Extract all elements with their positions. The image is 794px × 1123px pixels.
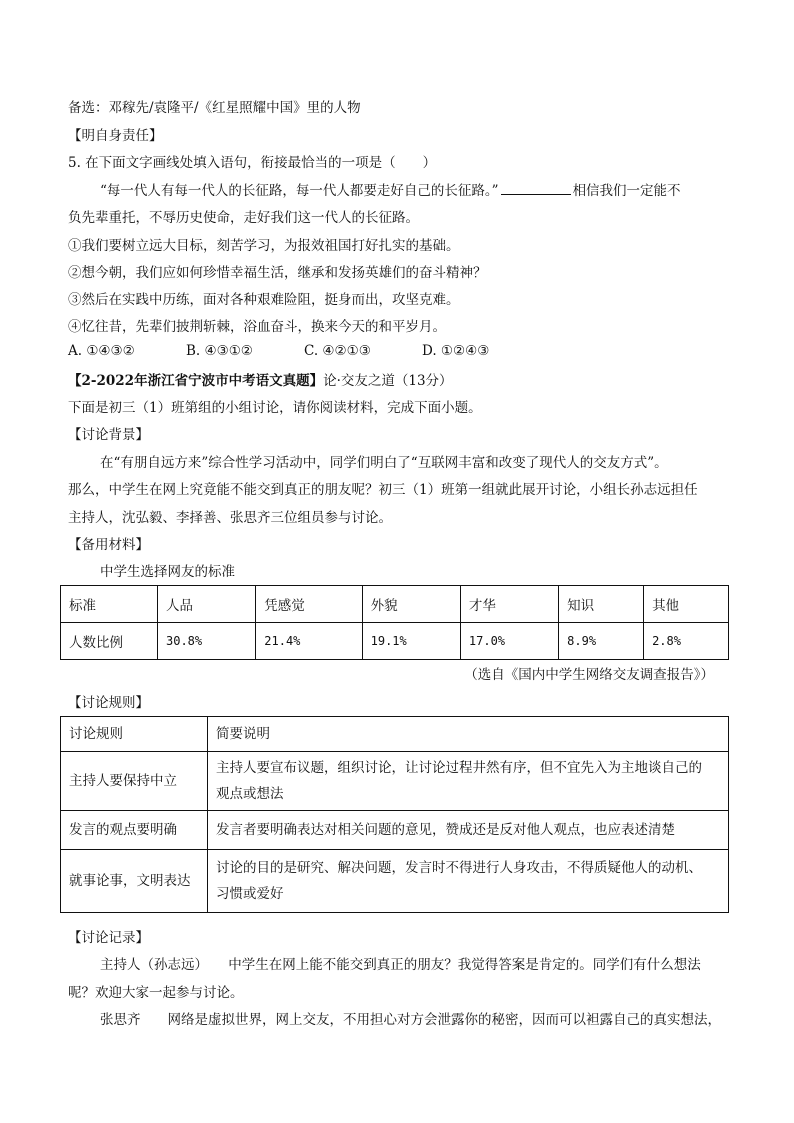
- table-cell: 人品: [158, 586, 256, 623]
- record-host-line-1: 主持人（孙志远） 中学生在网上能不能交到真正的朋友？我觉得答案是肯定的。同学们有什么想法: [100, 957, 701, 973]
- option-b: B. ④③①②: [186, 343, 253, 359]
- description-line: 观点或想法: [216, 786, 284, 802]
- question-6-topic: 论·交友之道（13分）: [323, 373, 453, 389]
- section-heading-responsibility: 【明自身责任】: [68, 128, 163, 144]
- quote-text-after: 相信我们一定能不: [572, 183, 681, 199]
- rule-name: 就事论事，文明表达: [61, 850, 208, 913]
- rule-description: [208, 752, 729, 811]
- standards-table: [60, 585, 729, 660]
- table-cell: 其他: [644, 586, 729, 623]
- exam-source-label: 【2-2022年浙江省宁波市中考语文真题】: [68, 373, 324, 389]
- section-heading-rules: 【讨论规则】: [68, 695, 149, 711]
- description-line: 简要说明: [216, 726, 270, 742]
- table-row: [61, 811, 729, 850]
- table-cell: 凭感觉: [256, 586, 362, 623]
- table-cell: 外貌: [362, 586, 460, 623]
- description-line: 主持人要宣布议题，组织讨论，让讨论过程井然有序，但不宜先入为主地谈自己的: [216, 760, 702, 776]
- record-zhang-line-1: 张思齐 网络是虚拟世界，网上交友，不用担心对方会泄露你的秘密，因而可以袒露自己的真实想法，: [100, 1012, 721, 1028]
- sentence-3: ③然后在实践中历练，面对各种艰难险阻，挺身而出，攻坚克难。: [68, 292, 460, 308]
- description-line: 讨论的目的是研究、解决问题，发言时不得进行人身攻击，不得质疑他人的动机、: [216, 860, 702, 876]
- table-row: [61, 850, 729, 913]
- rule-description: [208, 717, 729, 752]
- sentence-4: ④忆往昔，先辈们披荆斩棘，浴血奋斗，换来今天的和平岁月。: [68, 319, 446, 335]
- table-caption: 中学生选择网友的标准: [100, 564, 235, 580]
- table-cell: 30.8%: [158, 623, 256, 660]
- option-d: D. ①②④③: [422, 343, 490, 359]
- rule-name: 主持人要保持中立: [61, 752, 208, 811]
- table-cell: 标准: [61, 586, 158, 623]
- rule-name: 讨论规则: [61, 717, 208, 752]
- background-paragraph-line-1: 在“有朋自远方来”综合性学习活动中，同学们明白了“互联网丰富和改变了现代人的交友方式”。: [100, 455, 668, 471]
- sentence-2: ②想今朝，我们应如何珍惜幸福生活，继承和发扬英雄们的奋斗精神？: [68, 265, 487, 281]
- option-c: C. ④②①③: [304, 343, 371, 359]
- table-cell: 知识: [559, 586, 644, 623]
- table-cell: 19.1%: [362, 623, 460, 660]
- fill-blank: [501, 182, 571, 195]
- background-paragraph-line-2: 那么，中学生在网上究竟能不能交到真正的朋友呢？初三（1）班第一组就此展开讨论，小组长孙志远担任: [68, 482, 698, 498]
- question-5-quote: [100, 179, 681, 199]
- description-line: 发言者要明确表达对相关问题的意见，赞成还是反对他人观点，也应表述清楚: [216, 822, 675, 838]
- table-cell: 8.9%: [559, 623, 644, 660]
- background-paragraph-line-3: 主持人，沈弘毅、李择善、张思齐三位组员参与讨论。: [68, 510, 392, 526]
- table-row: [61, 623, 729, 660]
- option-a: A. ①④③②: [68, 343, 135, 359]
- sentence-1: ①我们要树立远大目标，刻苦学习，为报效祖国打好扎实的基础。: [68, 238, 460, 254]
- table-cell: 才华: [460, 586, 558, 623]
- section-heading-record: 【讨论记录】: [68, 930, 149, 946]
- rules-table: [60, 716, 729, 913]
- section-heading-background: 【讨论背景】: [68, 427, 149, 443]
- rule-description: [208, 850, 729, 913]
- table-header-row: [61, 586, 729, 623]
- table-cell: 2.8%: [644, 623, 729, 660]
- rule-description: [208, 811, 729, 850]
- answer-options: [68, 343, 540, 359]
- record-host-line-2: 呢？欢迎大家一起参与讨论。: [68, 985, 244, 1001]
- table-cell: 17.0%: [460, 623, 558, 660]
- rule-name: 发言的观点要明确: [61, 811, 208, 850]
- question-5-quote-continued: 负先辈重托，不辱历史使命，走好我们这一代人的长征路。: [68, 210, 419, 226]
- table-row: [61, 752, 729, 811]
- rules-header-row: [61, 717, 729, 752]
- alternatives-line: 备选：邓稼先/袁隆平/《红星照耀中国》里的人物: [68, 100, 361, 116]
- table-cell: 21.4%: [256, 623, 362, 660]
- quote-text-before: “每一代人有每一代人的长征路，每一代人都要走好自己的长征路。”: [100, 183, 499, 199]
- question-6-title: [68, 369, 453, 389]
- table-cell: 人数比例: [61, 623, 158, 660]
- description-line: 习惯或爱好: [216, 886, 284, 902]
- question-6-intro: 下面是初三（1）班第组的小组讨论，请你阅读材料，完成下面小题。: [68, 400, 482, 416]
- section-heading-materials: 【备用材料】: [68, 537, 149, 553]
- question-5-stem: 5. 在下面文字画线处填入语句，衔接最恰当的一项是（ ）: [68, 155, 437, 171]
- table-source-note: （选自《国内中学生网络交友调查报告》）: [464, 667, 714, 683]
